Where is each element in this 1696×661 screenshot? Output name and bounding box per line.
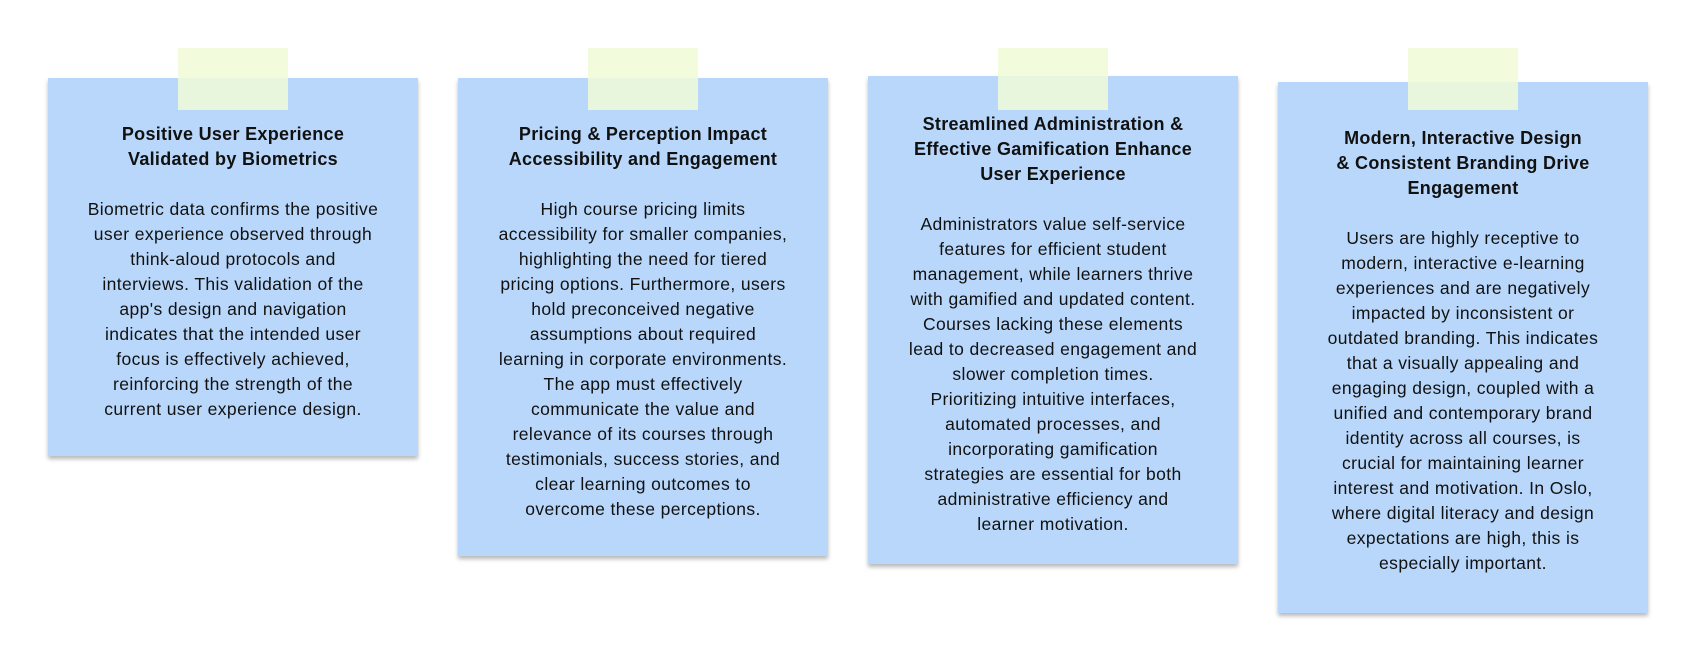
note-title: Positive User Experience Validated by Biometrics <box>121 124 345 169</box>
tape-strip <box>1408 48 1518 110</box>
sticky-note-design <box>1278 82 1648 613</box>
note-title: Modern, Interactive Design & Consistent Branding Drive Engagement <box>1336 128 1590 198</box>
note-title: Streamlined Administration & Effective Gamification Enhance User Experience <box>913 114 1193 184</box>
tape-strip <box>588 48 698 110</box>
tape-strip <box>178 48 288 110</box>
sticky-note-administration <box>868 76 1238 564</box>
note-body: Biometric data confirms the positive user experience observed through think-aloud protocols and interviews. This validation of the app's design and navigation indicates that the intended user focus is effectively achieved, reinforcing the strength of the current user experience design. <box>87 199 379 419</box>
note-body: Administrators value self-service features for efficient student management, while learners thrive with gamified and updated content. Courses lacking these elements lead to decreased engagement and slower completion times. Prioritizing intuitive interfaces, automated processes, and incorporating gamification strategies are essential for both administrative efficiency and learner motivation. <box>908 214 1198 534</box>
note-body: High course pricing limits accessibility for smaller companies, highlighting the need for tiered pricing options. Furthermore, users hold preconceived negative assumptions about required learning in corporate environments. The app must effectively communicate the value and relevance of its courses through testimonials, success stories, and clear learning outcomes to overcome these perceptions. <box>498 199 788 519</box>
sticky-note-biometrics <box>48 78 418 456</box>
note-title: Pricing & Perception Impact Accessibility and Engagement <box>508 124 778 169</box>
tape-strip <box>998 48 1108 110</box>
note-body: Users are highly receptive to modern, interactive e-learning experiences and are negatively impacted by inconsistent or outdated branding. This indicates that a visually appealing and engaging design, coupled with a unified and contemporary brand identity across all courses, is crucial for maintaining learner interest and motivation. In Oslo, where digital literacy and design expectations are high, this is especially important. <box>1327 228 1599 573</box>
sticky-note-pricing <box>458 78 828 556</box>
